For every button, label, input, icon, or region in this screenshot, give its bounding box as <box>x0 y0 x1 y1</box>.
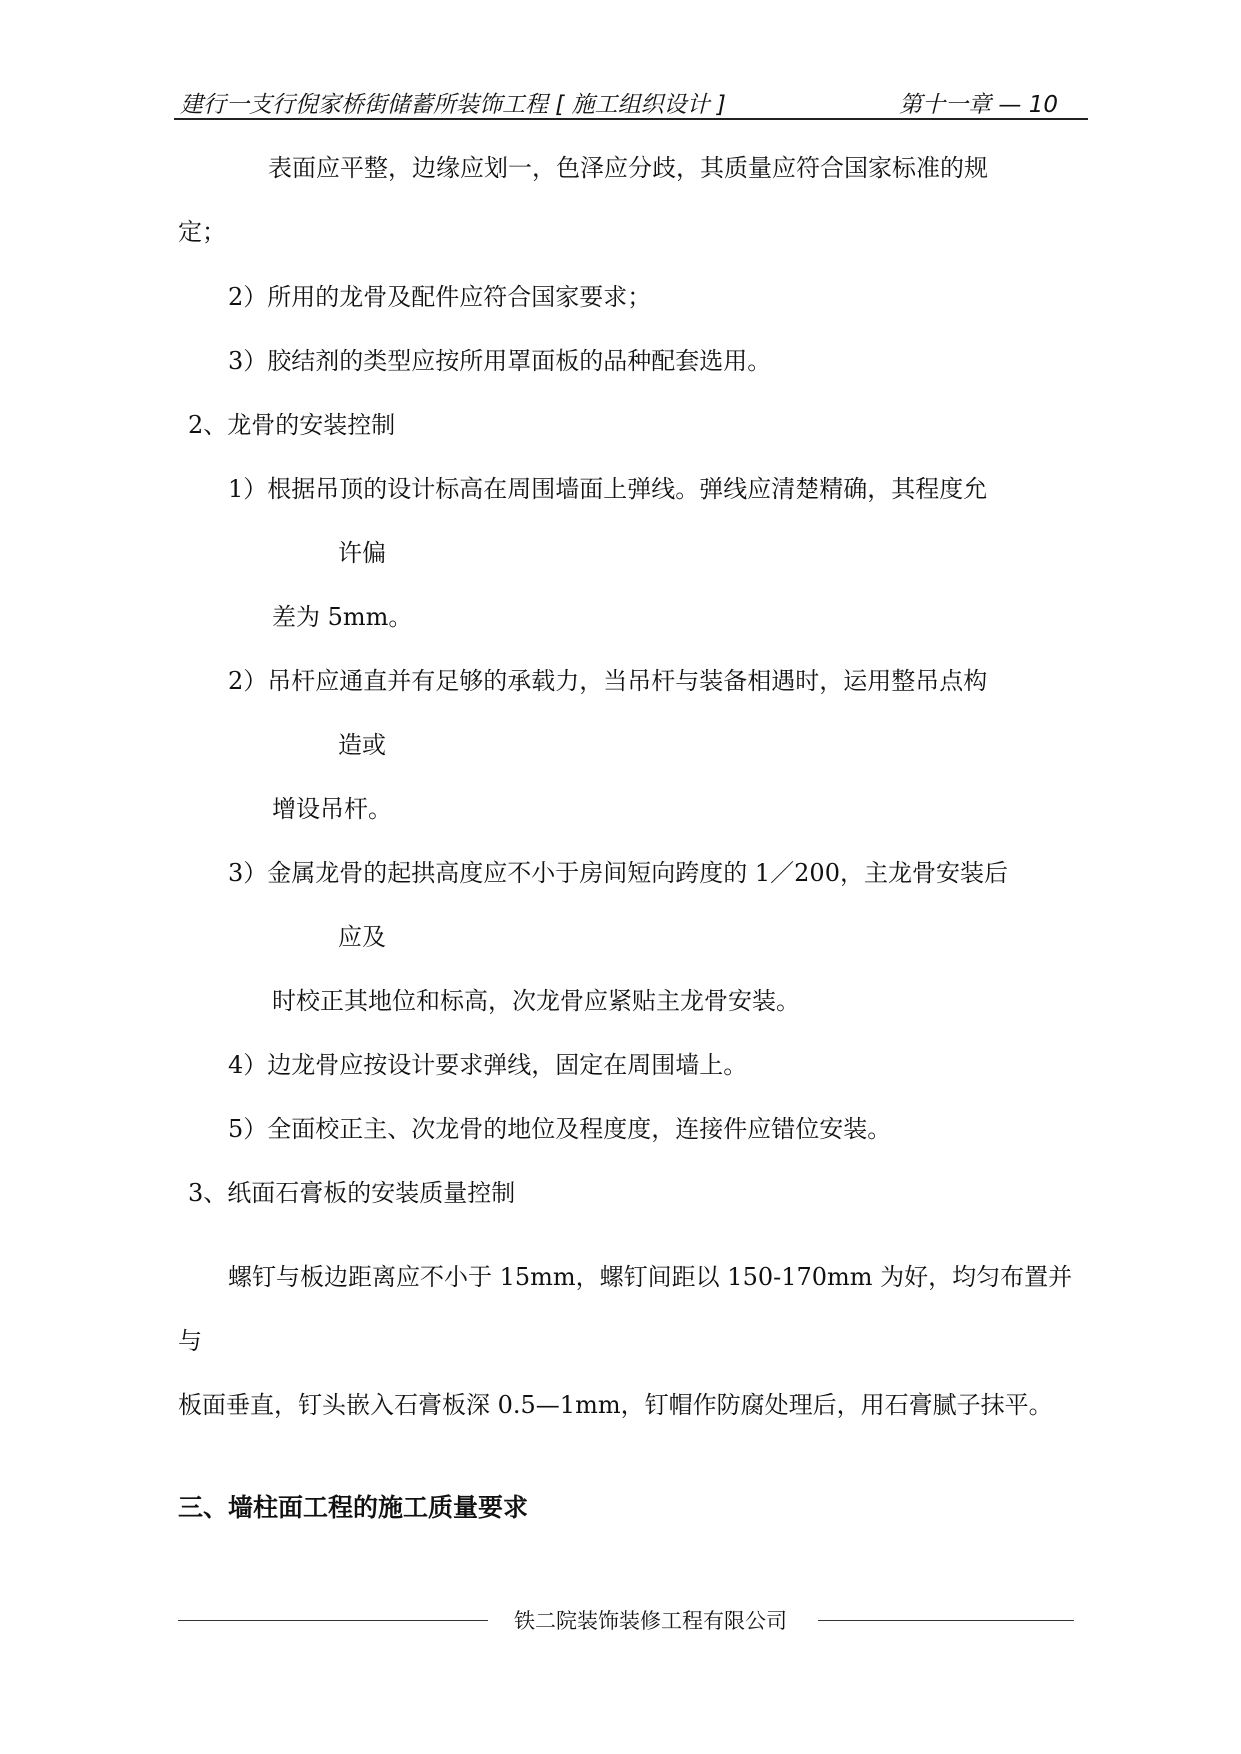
subsection-heading: 2、龙骨的安装控制 <box>188 411 396 439</box>
footer-rule-right <box>818 1620 1074 1621</box>
body-line: 1）根据吊顶的设计标高在周围墙面上弹线。弹线应清楚精确，其程度允 <box>228 475 988 503</box>
body-line: 表面应平整，边缘应划一，色泽应分歧，其质量应符合国家标准的规 <box>268 154 988 182</box>
page-header <box>174 84 1088 120</box>
header-title: 建行一支行倪家桥街储蓄所装饰工程 [ 施工组织设计 ] <box>180 92 726 118</box>
body-line: 造或 <box>338 731 386 759</box>
footer-company: 铁二院装饰装修工程有限公司 <box>514 1609 787 1633</box>
body-line: 差为 5mm。 <box>272 603 413 631</box>
body-line: 许偏 <box>338 539 386 567</box>
page-footer <box>178 1605 1078 1635</box>
body-line: 应及 <box>338 923 386 951</box>
body-line: 时校正其地位和标高，次龙骨应紧贴主龙骨安装。 <box>272 987 800 1015</box>
footer-rule-left <box>178 1620 488 1621</box>
body-line: 定； <box>178 218 226 246</box>
body-line: 4）边龙骨应按设计要求弹线，固定在周围墙上。 <box>228 1051 748 1079</box>
section-heading: 三、墙柱面工程的施工质量要求 <box>178 1493 529 1522</box>
body-line: 与 <box>178 1327 202 1355</box>
body-line: 2）所用的龙骨及配件应符合国家要求； <box>228 283 652 311</box>
header-page-label: 第十一章 — 10 <box>899 92 1058 118</box>
body-line: 增设吊杆。 <box>272 795 392 823</box>
body-line: 5）全面校正主、次龙骨的地位及程度度，连接件应错位安装。 <box>228 1115 892 1143</box>
body-line: 3）胶结剂的类型应按所用罩面板的品种配套选用。 <box>228 347 772 375</box>
body-line: 板面垂直，钉头嵌入石膏板深 0.5—1mm，钉帽作防腐处理后，用石膏腻子抹平。 <box>178 1391 1053 1419</box>
body-line: 3）金属龙骨的起拱高度应不小于房间短向跨度的 1／200，主龙骨安装后 <box>228 859 1008 887</box>
subsection-heading: 3、纸面石膏板的安装质量控制 <box>188 1179 516 1207</box>
body-line: 螺钉与板边距离应不小于 15mm，螺钉间距以 150-170mm 为好，均匀布置并 <box>228 1263 1073 1291</box>
body-line: 2）吊杆应通直并有足够的承载力，当吊杆与装备相遇时，运用整吊点构 <box>228 667 988 695</box>
